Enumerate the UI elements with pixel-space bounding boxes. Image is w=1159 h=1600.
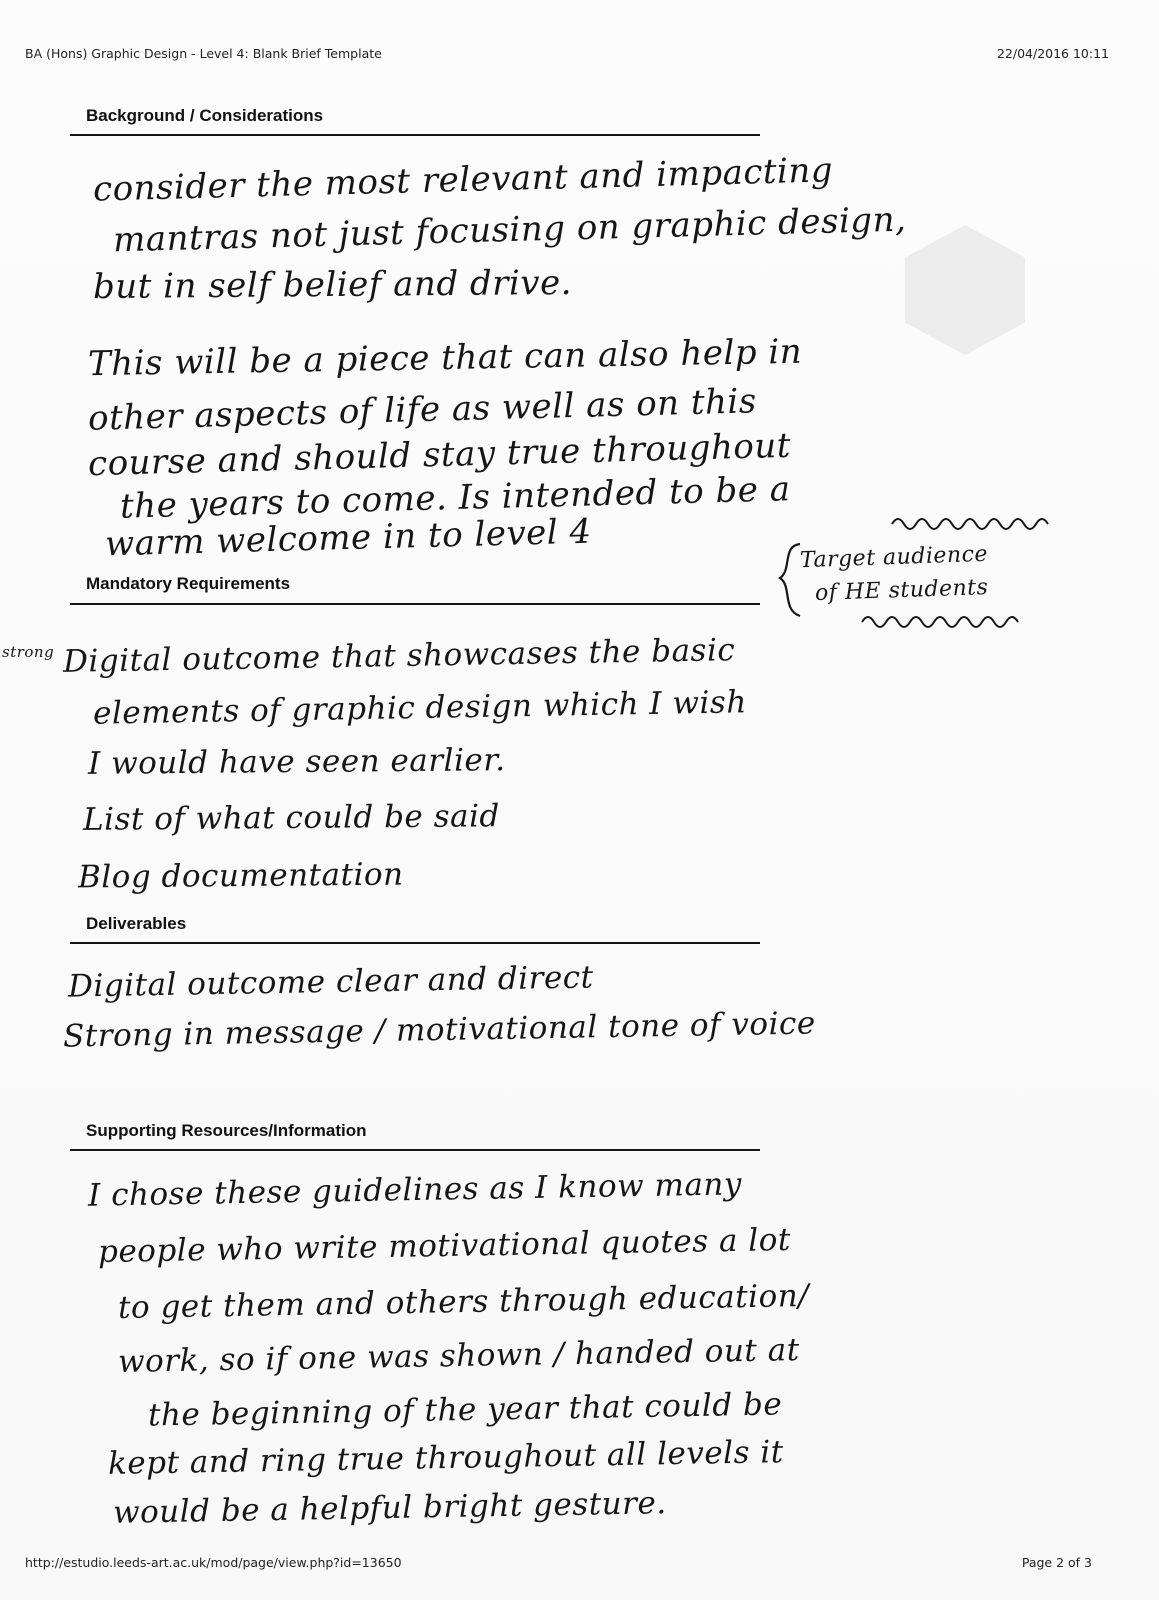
handwritten-line: Blog documentation [77, 856, 404, 896]
section-rule-background [70, 134, 760, 136]
section-rule-supporting [70, 1149, 760, 1151]
handwritten-line: Digital outcome clear and direct [67, 959, 594, 1005]
section-rule-mandatory [70, 603, 760, 605]
handwritten-line: List of what could be said [82, 798, 500, 838]
handwritten-line: consider the most relevant and impacting [92, 150, 834, 210]
section-title-background: Background / Considerations [86, 106, 324, 125]
handwritten-line: other aspects of life as well as on this [87, 381, 758, 439]
handwritten-line: the beginning of the year that could be [147, 1386, 783, 1434]
handwritten-line: warm welcome in to level 4 [104, 511, 593, 565]
section-title-mandatory: Mandatory Requirements [86, 574, 291, 593]
wavy-underline-mark [890, 512, 1060, 532]
margin-note-line: Target audience [799, 541, 989, 574]
section-title-deliverables: Deliverables [86, 914, 187, 933]
handwritten-line: mantras not just focusing on graphic design, [112, 199, 907, 261]
handwritten-line: I chose these guidelines as I know many [87, 1166, 743, 1214]
wavy-underline-mark [860, 612, 1030, 632]
print-header-title: BA (Hons) Graphic Design - Level 4: Blank Brief Template [25, 46, 382, 61]
handwritten-line: I would have seen earlier. [87, 742, 506, 782]
handwritten-line: Strong in message / motivational tone of voice [62, 1005, 816, 1055]
margin-word-strong: strong [2, 643, 55, 661]
margin-note-line: of HE students [814, 574, 989, 607]
print-header-datetime: 22/04/2016 10:11 [996, 46, 1109, 61]
print-footer-page-number: Page 2 of 3 [1021, 1555, 1092, 1570]
print-footer-url[interactable]: http://estudio.leeds-art.ac.uk/mod/page/view.php?id=13650 [25, 1555, 402, 1570]
section-rule-deliverables [70, 942, 760, 944]
handwritten-line: This will be a piece that can also help in [87, 331, 803, 385]
handwritten-line: Digital outcome that showcases the basic [62, 632, 736, 680]
handwritten-line: the years to come. Is intended to be a [119, 469, 791, 527]
handwritten-line: course and should stay true throughout [87, 425, 792, 485]
section-title-supporting: Supporting Resources/Information [86, 1121, 367, 1140]
handwritten-line: elements of graphic design which I wish [92, 684, 748, 732]
handwritten-line: but in self belief and drive. [92, 262, 573, 308]
handwritten-line: work, so if one was shown / handed out at [117, 1332, 800, 1380]
bleed-through-hexagon-shape [905, 225, 1025, 355]
handwritten-line: would be a helpful bright gesture. [112, 1485, 667, 1531]
handwritten-line: kept and ring true throughout all levels it [107, 1434, 784, 1482]
handwritten-line: to get them and others through education/ [117, 1277, 810, 1327]
handwritten-line: people who write motivational quotes a lot [97, 1221, 792, 1271]
